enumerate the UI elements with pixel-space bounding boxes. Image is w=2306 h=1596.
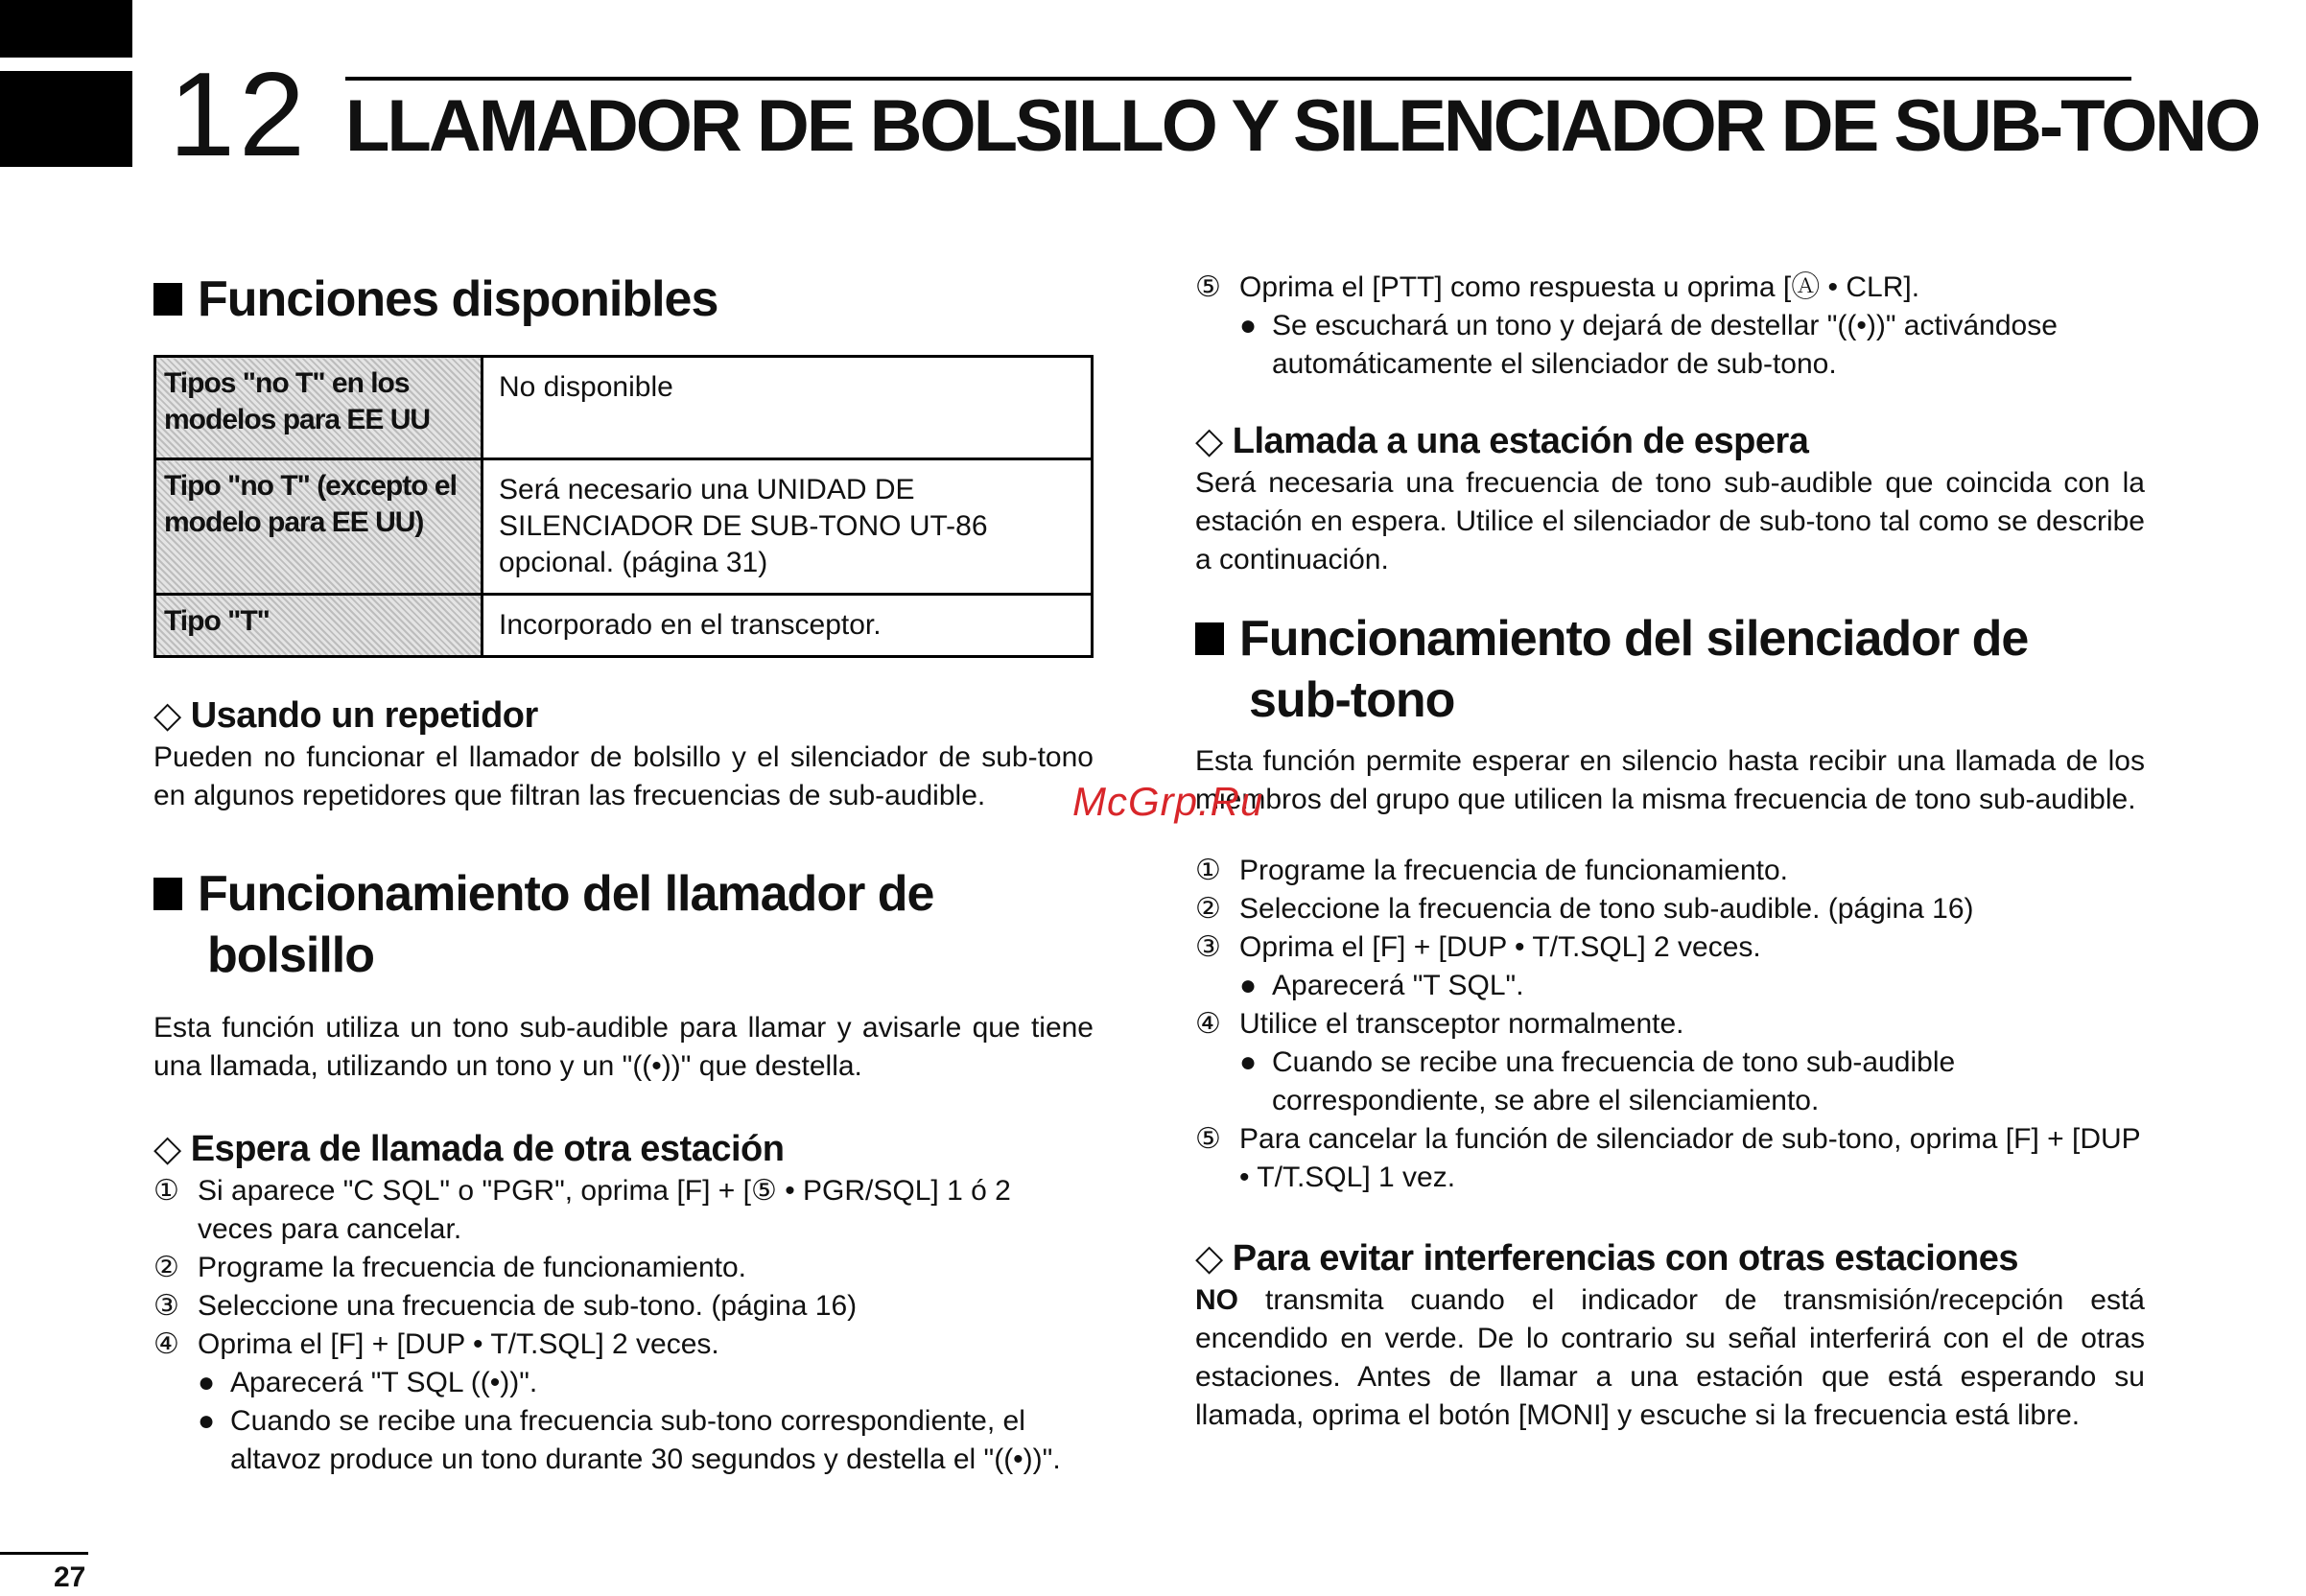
page-number: 27 — [54, 1561, 86, 1593]
table-value: No disponible — [482, 357, 1093, 459]
table-row — [155, 595, 1093, 657]
list-item: ● Aparecerá "T SQL ((•))". — [198, 1367, 538, 1398]
list-item: ③ Oprima el [F] + [DUP • T/T.SQL] 2 veces. — [1195, 931, 1761, 963]
list-item: ● Cuando se recibe una frecuencia de tono sub-audible correspondiente, se abre el silenciamiento. — [1239, 1046, 1956, 1116]
waiting-heading: ◇ Espera de llamada de otra estación — [153, 1129, 785, 1169]
repeater-heading: ◇ Usando un repetidor — [153, 695, 538, 736]
diamond-icon: ◇ — [153, 695, 181, 736]
watermark: McGrp.Ru — [1072, 779, 1264, 824]
edge-tab — [0, 71, 132, 167]
chapter-title: LLAMADOR DE BOLSILLO Y SILENCIADOR DE SUB-TONO — [345, 85, 2259, 167]
list-item: ⑤ Oprima el [PTT] como respuesta u oprima [Ⓐ • CLR]. — [1195, 271, 1920, 303]
list-item: ④ Oprima el [F] + [DUP • T/T.SQL] 2 veces. — [153, 1328, 719, 1360]
chapter-number: 12 — [169, 49, 309, 181]
diamond-icon: ◇ — [1195, 1238, 1223, 1279]
list-item: ● Se escuchará un tono y dejará de destellar "((•))" activándose automáticamente el silenciador de sub-tono. — [1239, 310, 2058, 380]
left-column — [153, 269, 1094, 1479]
chapter-rule — [345, 77, 2131, 81]
list-item: ① Programe la frecuencia de funcionamiento. — [1195, 855, 1788, 886]
edge-tab-top — [0, 0, 132, 58]
pocket-beep-text: Esta función utiliza un tono sub-audible para llamar y avisarle que tiene una llamada, utilizando un tono y un "((•))" que destella. — [153, 1012, 1094, 1082]
list-item: ② Seleccione la frecuencia de tono sub-audible. (página 16) — [1195, 893, 1974, 925]
list-item: ② Programe la frecuencia de funcionamiento. — [153, 1252, 746, 1283]
square-bullet-icon — [153, 283, 182, 316]
square-bullet-icon — [153, 878, 182, 910]
list-item: ⑤ Para cancelar la función de silenciador de sub-tono, oprima [F] + [DUP • T/T.SQL] 1 vez. — [1195, 1123, 2141, 1193]
square-bullet-icon — [1195, 622, 1224, 655]
list-item: ④ Utilice el transceptor normalmente. — [1195, 1008, 1684, 1040]
functions-heading: Funciones disponibles — [153, 269, 1094, 330]
calling-heading: ◇ Llamada a una estación de espera — [1195, 421, 1809, 461]
table-row — [155, 357, 1093, 459]
diamond-icon: ◇ — [1195, 421, 1223, 461]
calling-text: Será necesaria una frecuencia de tono sub-audible que coincida con la estación en espera. Utilice el silenciador de sub-tono tal como se describe a continuación. — [1195, 467, 2145, 575]
list-item: ● Aparecerá "T SQL". — [1239, 970, 1524, 1001]
table-row — [155, 459, 1093, 595]
diamond-icon: ◇ — [153, 1129, 181, 1169]
list-item: ③ Seleccione una frecuencia de sub-tono. (página 16) — [153, 1290, 858, 1322]
right-column — [1195, 269, 2145, 1435]
table-value: Será necesario una UNIDAD DE SILENCIADOR DE SUB-TONO UT-86 opcional. (página 31) — [482, 459, 1093, 595]
interference-text: NO transmita cuando el indicador de transmisión/recepción está encendido en verde. De lo contrario su señal interferirá con el de otras estaciones. Antes de llamar a una estación que está esperando su llamada, oprima el botón [MONI] y escuche si la frecuencia está libre. — [1195, 1284, 2145, 1431]
interference-heading: ◇ Para evitar interferencias con otras estaciones — [1195, 1238, 2018, 1279]
table-label: Tipo "no T" (excepto el modelo para EE UU) — [155, 459, 482, 595]
list-item: ① Si aparece "C SQL" o "PGR", oprima [F] + [⑤ • PGR/SQL] 1 ó 2 veces para cancelar. — [153, 1175, 1011, 1245]
list-item: ● Cuando se recibe una frecuencia sub-tono correspondiente, el altavoz produce un tono durante 30 segundos y destella el "((•))". — [198, 1405, 1061, 1475]
availability-table — [153, 355, 1094, 658]
table-label: Tipo "T" — [155, 595, 482, 657]
tsql-heading: Funcionamiento del silenciador de sub-tono — [1195, 608, 2145, 731]
repeater-text: Pueden no funcionar el llamador de bolsillo y el silenciador de sub-tono en algunos repetidores que filtran las frecuencias de sub-audible. — [153, 741, 1094, 811]
pocket-beep-heading: Funcionamiento del llamador de bolsillo — [153, 863, 1094, 986]
table-label: Tipos "no T" en los modelos para EE UU — [155, 357, 482, 459]
tsql-text: Esta función permite esperar en silencio hasta recibir una llamada de los miembros del grupo que utilicen la misma frecuencia de tono sub-audible. — [1195, 745, 2145, 815]
page-rule — [0, 1552, 88, 1555]
table-value: Incorporado en el transceptor. — [482, 595, 1093, 657]
